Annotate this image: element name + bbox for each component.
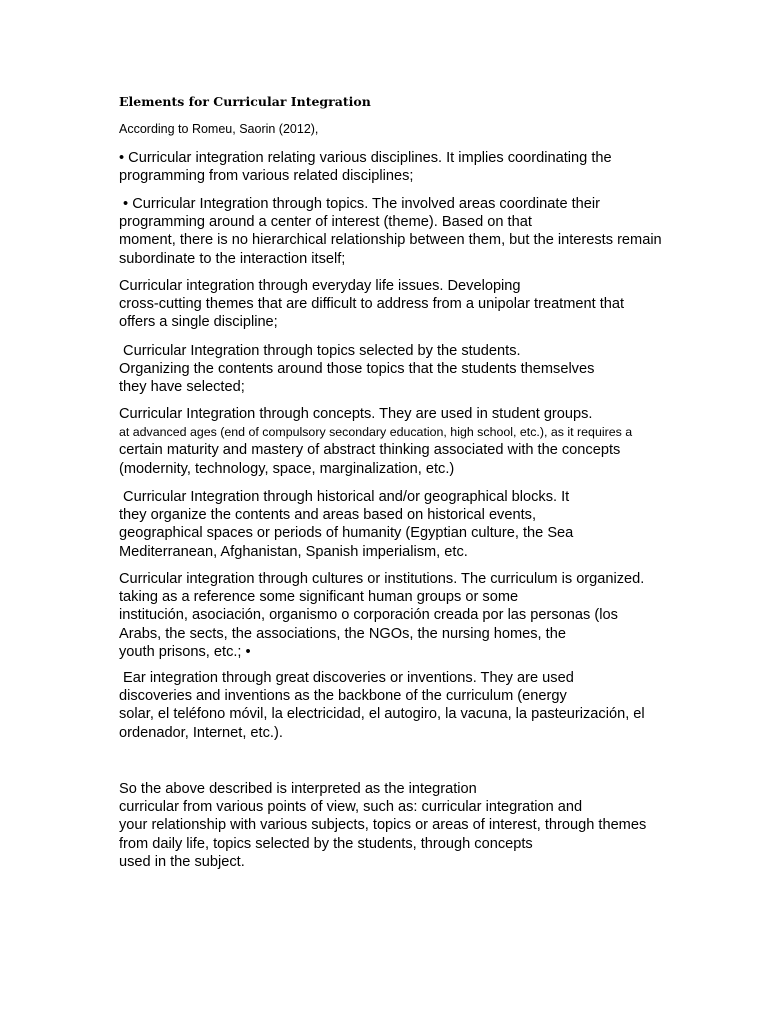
paragraph-line: programming from various related disciplines; — [119, 168, 414, 185]
paragraph-line: taking as a reference some significant human groups or some — [119, 589, 519, 606]
paragraph-line: used in the subject. — [119, 853, 245, 870]
paragraph-line: cross-cutting themes that are difficult to address from a unipolar treatment that — [119, 296, 625, 313]
paragraph-line: Arabs, the sects, the associations, the NGOs, the nursing homes, the — [119, 625, 566, 642]
paragraph-line: ordenador, Internet, etc.). — [119, 724, 283, 741]
paragraph-line: institución, asociación, organismo o corporación creada por las personas (los — [119, 607, 618, 624]
paragraph-concepts — [119, 405, 632, 478]
paragraph-disciplines — [119, 149, 612, 185]
paragraph-line: discoveries and inventions as the backbone of the curriculum (energy — [119, 688, 567, 705]
paragraph-line: Curricular integration through everyday life issues. Developing — [119, 278, 521, 294]
paragraph-conclusion — [119, 780, 646, 871]
paragraph-line: programming around a center of interest (theme). Based on that — [119, 214, 532, 231]
paragraph-line: certain maturity and mastery of abstract thinking associated with the concepts — [119, 442, 621, 459]
paragraph-historical-blocks — [119, 488, 573, 561]
paragraph-line: solar, el teléfono móvil, la electricidad, el autogiro, la vacuna, la pasteurización, el — [119, 706, 645, 723]
paragraph-line: youth prisons, etc.; • — [119, 643, 251, 660]
paragraph-line: at advanced ages (end of compulsory secondary education, high school, etc.), as it requires a — [119, 425, 633, 440]
paragraph-cultures — [119, 570, 644, 661]
attribution-line: According to Romeu, Saorin (2012), — [119, 122, 319, 136]
paragraph-line: • Curricular Integration through topics. The involved areas coordinate their — [119, 196, 601, 212]
paragraph-line: offers a single discipline; — [119, 314, 278, 331]
paragraph-line: geographical spaces or periods of humanity (Egyptian culture, the Sea — [119, 525, 574, 542]
paragraph-line: subordinate to the interaction itself; — [119, 250, 346, 267]
paragraph-line: • Curricular integration relating various disciplines. It implies coordinating the — [119, 150, 612, 166]
paragraph-line: they organize the contents and areas based on historical events, — [119, 507, 536, 524]
paragraph-line: Curricular integration through cultures or institutions. The curriculum is organized. — [119, 571, 645, 587]
paragraph-line: (modernity, technology, space, marginalization, etc.) — [119, 460, 455, 477]
paragraph-line: Ear integration through great discoveries or inventions. They are used — [119, 670, 574, 686]
paragraph-line: Mediterranean, Afghanistan, Spanish imperialism, etc. — [119, 543, 468, 560]
paragraph-line: Curricular Integration through concepts. They are used in student groups. — [119, 406, 593, 422]
paragraph-line: from daily life, topics selected by the students, through concepts — [119, 835, 533, 852]
paragraph-line: they have selected; — [119, 379, 245, 396]
paragraph-line: So the above described is interpreted as the integration — [119, 781, 477, 797]
paragraph-line: Curricular Integration through topics selected by the students. — [119, 343, 521, 359]
paragraph-everyday-life — [119, 277, 624, 332]
paragraph-discoveries — [119, 669, 645, 742]
paragraph-line: moment, there is no hierarchical relationship between them, but the interests remain — [119, 232, 662, 249]
paragraph-student-topics — [119, 342, 594, 397]
paragraph-topics — [119, 195, 662, 268]
document-title: Elements for Curricular Integration — [119, 94, 371, 109]
paragraph-line: your relationship with various subjects, topics or areas of interest, through themes — [119, 817, 647, 834]
paragraph-line: curricular from various points of view, such as: curricular integration and — [119, 799, 583, 816]
paragraph-line: Organizing the contents around those topics that the students themselves — [119, 361, 595, 378]
paragraph-line: Curricular Integration through historical and/or geographical blocks. It — [119, 489, 570, 505]
